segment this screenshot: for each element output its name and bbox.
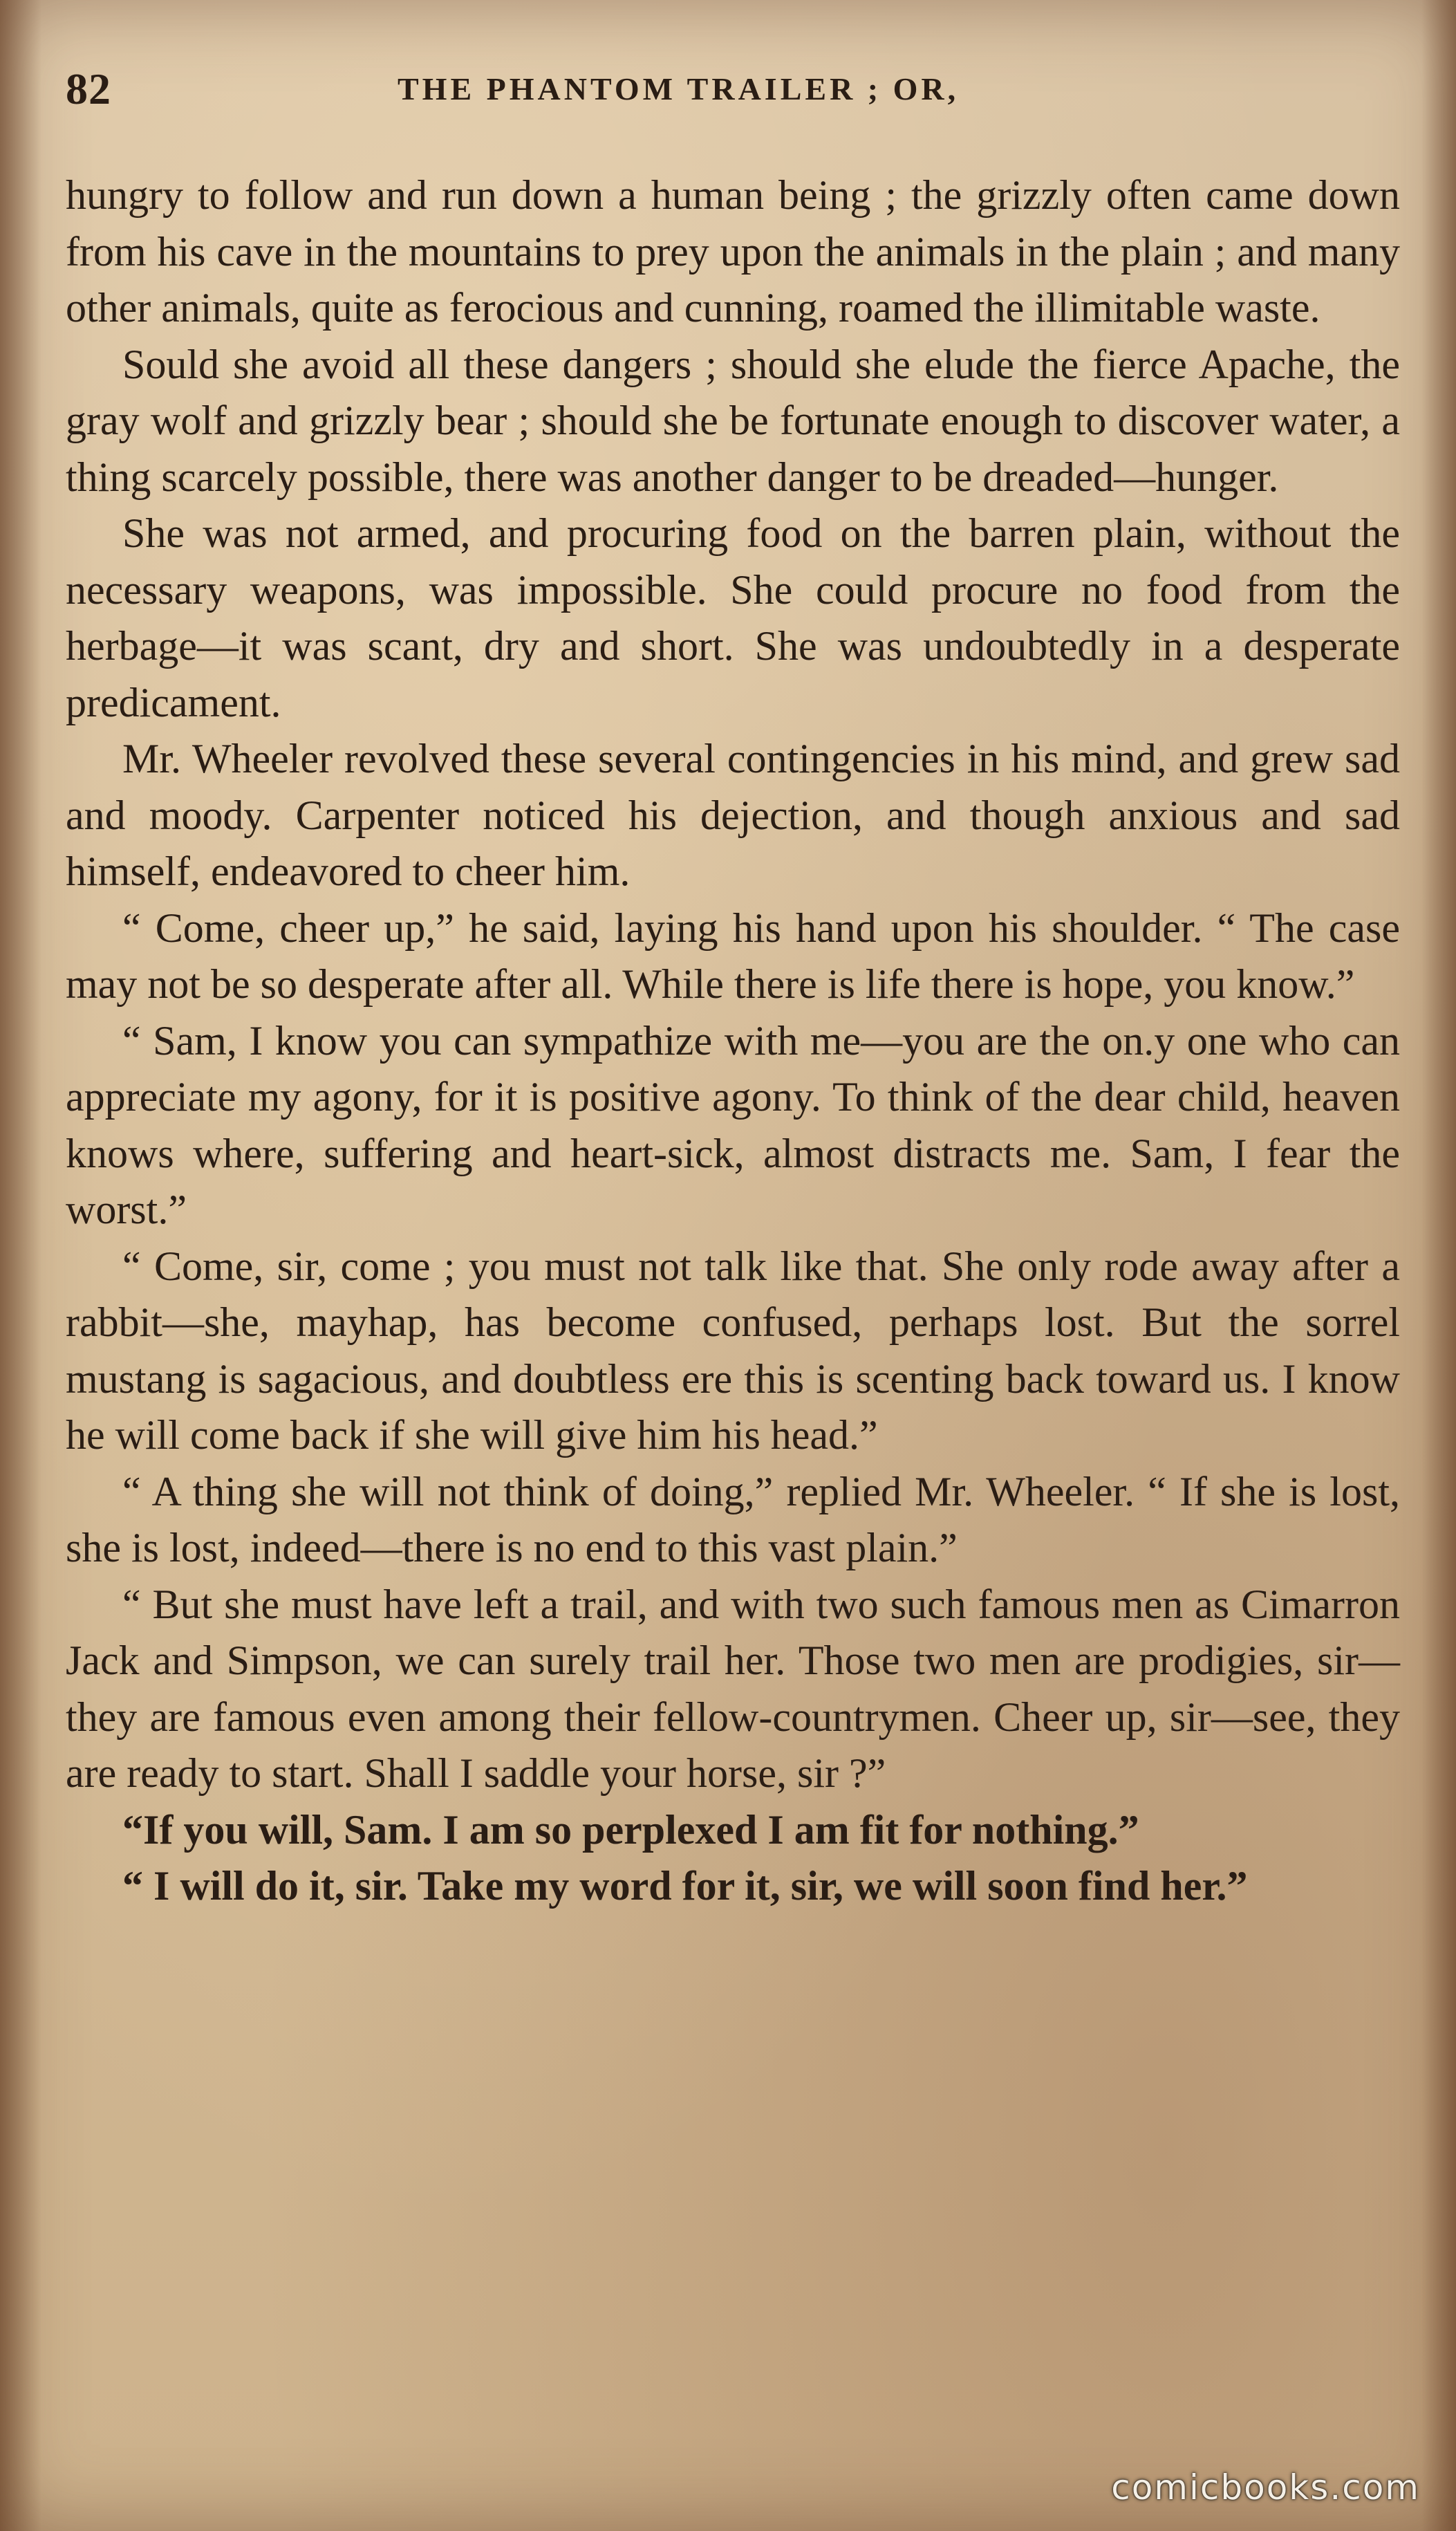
paragraph-11: “ I will do it, sir. Take my word for it, sir, we will soon find her.” (122, 1863, 1248, 1909)
page-edge-shadow-right (1421, 0, 1456, 2531)
paragraph-2: Sould she avoid all these dangers ; should she elude the fierce Apache, the gray wolf and grizzly bear ; should she be fortunate enough to discover water, a thing scarcely possible, there was another danger to be dreaded—hunger. (66, 341, 1400, 500)
page-number: 82 (66, 64, 111, 113)
paragraph-5: “ Come, cheer up,” he said, laying his hand upon his shoulder. “ The case may not be so desperate after all. While there is life there is hope, you know.” (66, 905, 1400, 1007)
paragraph-1: hungry to follow and run down a human being ; the grizzly often came down from his cave in the mountains to prey upon the animals in the plain ; and many other animals, quite as ferocious and cunning, roamed the illimitable waste. (66, 172, 1400, 331)
body-text (66, 167, 1400, 1915)
running-head (66, 64, 1408, 119)
watermark: comicbooks.com (1111, 2467, 1420, 2507)
paragraph-7: “ Come, sir, come ; you must not talk like that. She only rode away after a rabbit—she, mayhap, has become confused, perhaps lost. But the sorrel mustang is sagacious, and doubtless ere this is scenting back toward us. I know he will come back if she will give him his head.” (66, 1243, 1400, 1458)
paragraph-4: Mr. Wheeler revolved these several contingencies in his mind, and grew sad and moody. Carpenter noticed his dejection, and though anxious and sad himself, endeavored to cheer him. (66, 736, 1400, 894)
paragraph-10: “If you will, Sam. I am so perplexed I am fit for nothing.” (122, 1806, 1139, 1853)
running-title: THE PHANTOM TRAILER ; OR, (398, 71, 960, 106)
paragraph-6: “ Sam, I know you can sympathize with me—you are the on.y one who can appreciate my agony, for it is positive agony. To think of the dear child, heaven knows where, suffering and heart-sick, almost distracts me. Sam, I fear the worst.” (66, 1017, 1400, 1232)
paragraph-9: “ But she must have left a trail, and with two such famous men as Cimarron Jack and Simpson, we can surely trail her. Those two men are prodigies, sir—they are famous even among their fellow-countrymen. Cheer up, sir—see, they are ready to start. Shall I saddle your horse, sir ?” (66, 1581, 1400, 1796)
page-edge-shadow-left (0, 0, 41, 2531)
paragraph-8: “ A thing she will not think of doing,” replied Mr. Wheeler. “ If she is lost, she is lost, indeed—there is no end to this vast plain.” (66, 1468, 1400, 1570)
paragraph-3: She was not armed, and procuring food on the barren plain, without the necessary weapons, was impossible. She could procure no food from the herbage—it was scant, dry and short. She was undoubtedly in a desperate predicament. (66, 510, 1400, 725)
